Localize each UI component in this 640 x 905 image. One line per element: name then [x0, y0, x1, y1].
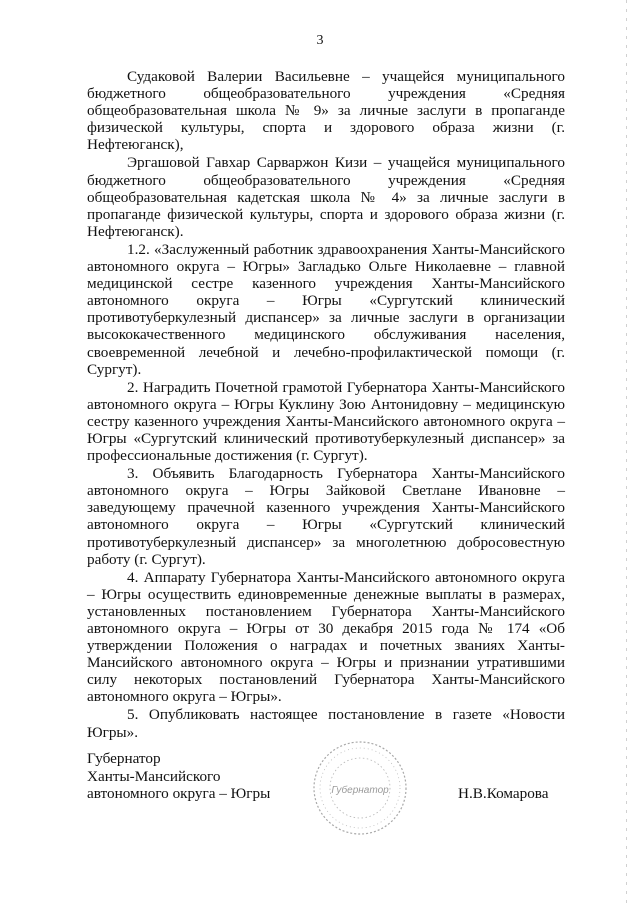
seal-text: Губернатор [331, 785, 389, 796]
page-number: 3 [316, 33, 324, 48]
paragraph-item-2: 2. Наградить Почетной грамотой Губернатора Ханты-Мансийского автономного округа – Югры Куклину Зою Антонидовну – медицинскую сестру казенного учреждения Ханты-Мансийского автономного округа – Югры «Сургутский клинический противотуберкулезный диспансер» за профессиональные достижения (г. Сургут). [87, 378, 565, 465]
signature-title-line: автономного округа – Югры [87, 785, 271, 802]
paragraph-item-3: 3. Объявить Благодарность Губернатора Ханты-Мансийского автономного округа – Югры Зайковой Светлане Ивановне – заведующему прачечной казенного учреждения Ханты-Мансийского автономного округа – Югры «Сургутский клинический противотуберкулезный диспансер» за многолетнюю добросовестную работу (г. Сургут). [87, 465, 565, 568]
scan-edge-divider [626, 0, 627, 905]
paragraph-ergashova: Эргашовой Гавхар Сарваржон Кизи – учащейся муниципального бюджетного общеобразовательного учреждения «Средняя общеобразовательная кадетская школа № 4» за личные заслуги в пропаганде физической культуры, спорта и здорового образа жизни (г. Нефтеюганск). [87, 154, 565, 240]
official-seal [310, 738, 410, 838]
paragraph-sudakova: Судаковой Валерии Васильевне – учащейся муниципального бюджетного общеобразовательного учреждения «Средняя общеобразовательная школа № 9» за личные заслуги в пропаганде физической культуры, спорта и здорового образа жизни (г. Нефтеюганск), [87, 68, 565, 154]
signature-title-block [87, 750, 270, 803]
paragraph-item-1-2: 1.2. «Заслуженный работник здравоохранения Ханты-Мансийского автономного округа – Югры» Загладько Ольге Николаевне – главной медицинской сестре казенного учреждения Ханты-Мансийского автономного округа – Югры «Сургутский клинический противотуберкулезный диспансер» за личные заслуги в организации высококачественного медицинского обслуживания населения, своевременной лечебной и лечебно-профилактической помощи (г. Сургут). [87, 240, 565, 378]
signature-title-line: Губернатор [87, 750, 161, 767]
signature-title-line: Ханты-Мансийского [87, 767, 221, 785]
signatory-name: Н.В.Комарова [458, 785, 549, 802]
paragraph-item-4: 4. Аппарату Губернатора Ханты-Мансийского автономного округа – Югры осуществить единовременные денежные выплаты в размерах, установленных постановлением Губернатора Ханты-Мансийского автономного округа – Югры от 30 декабря 2015 года № 174 «Об утверждении Положения о наградах и почетных званиях Ханты-Мансийского автономного округа – Югры и признании утратившими силу некоторых постановлений Губернатора Ханты-Мансийского автономного округа – Югры». [87, 568, 565, 706]
seal-icon [310, 738, 410, 838]
document-body [87, 68, 565, 742]
paragraph-item-5: 5. Опубликовать настоящее постановление в газете «Новости Югры». [87, 706, 565, 741]
